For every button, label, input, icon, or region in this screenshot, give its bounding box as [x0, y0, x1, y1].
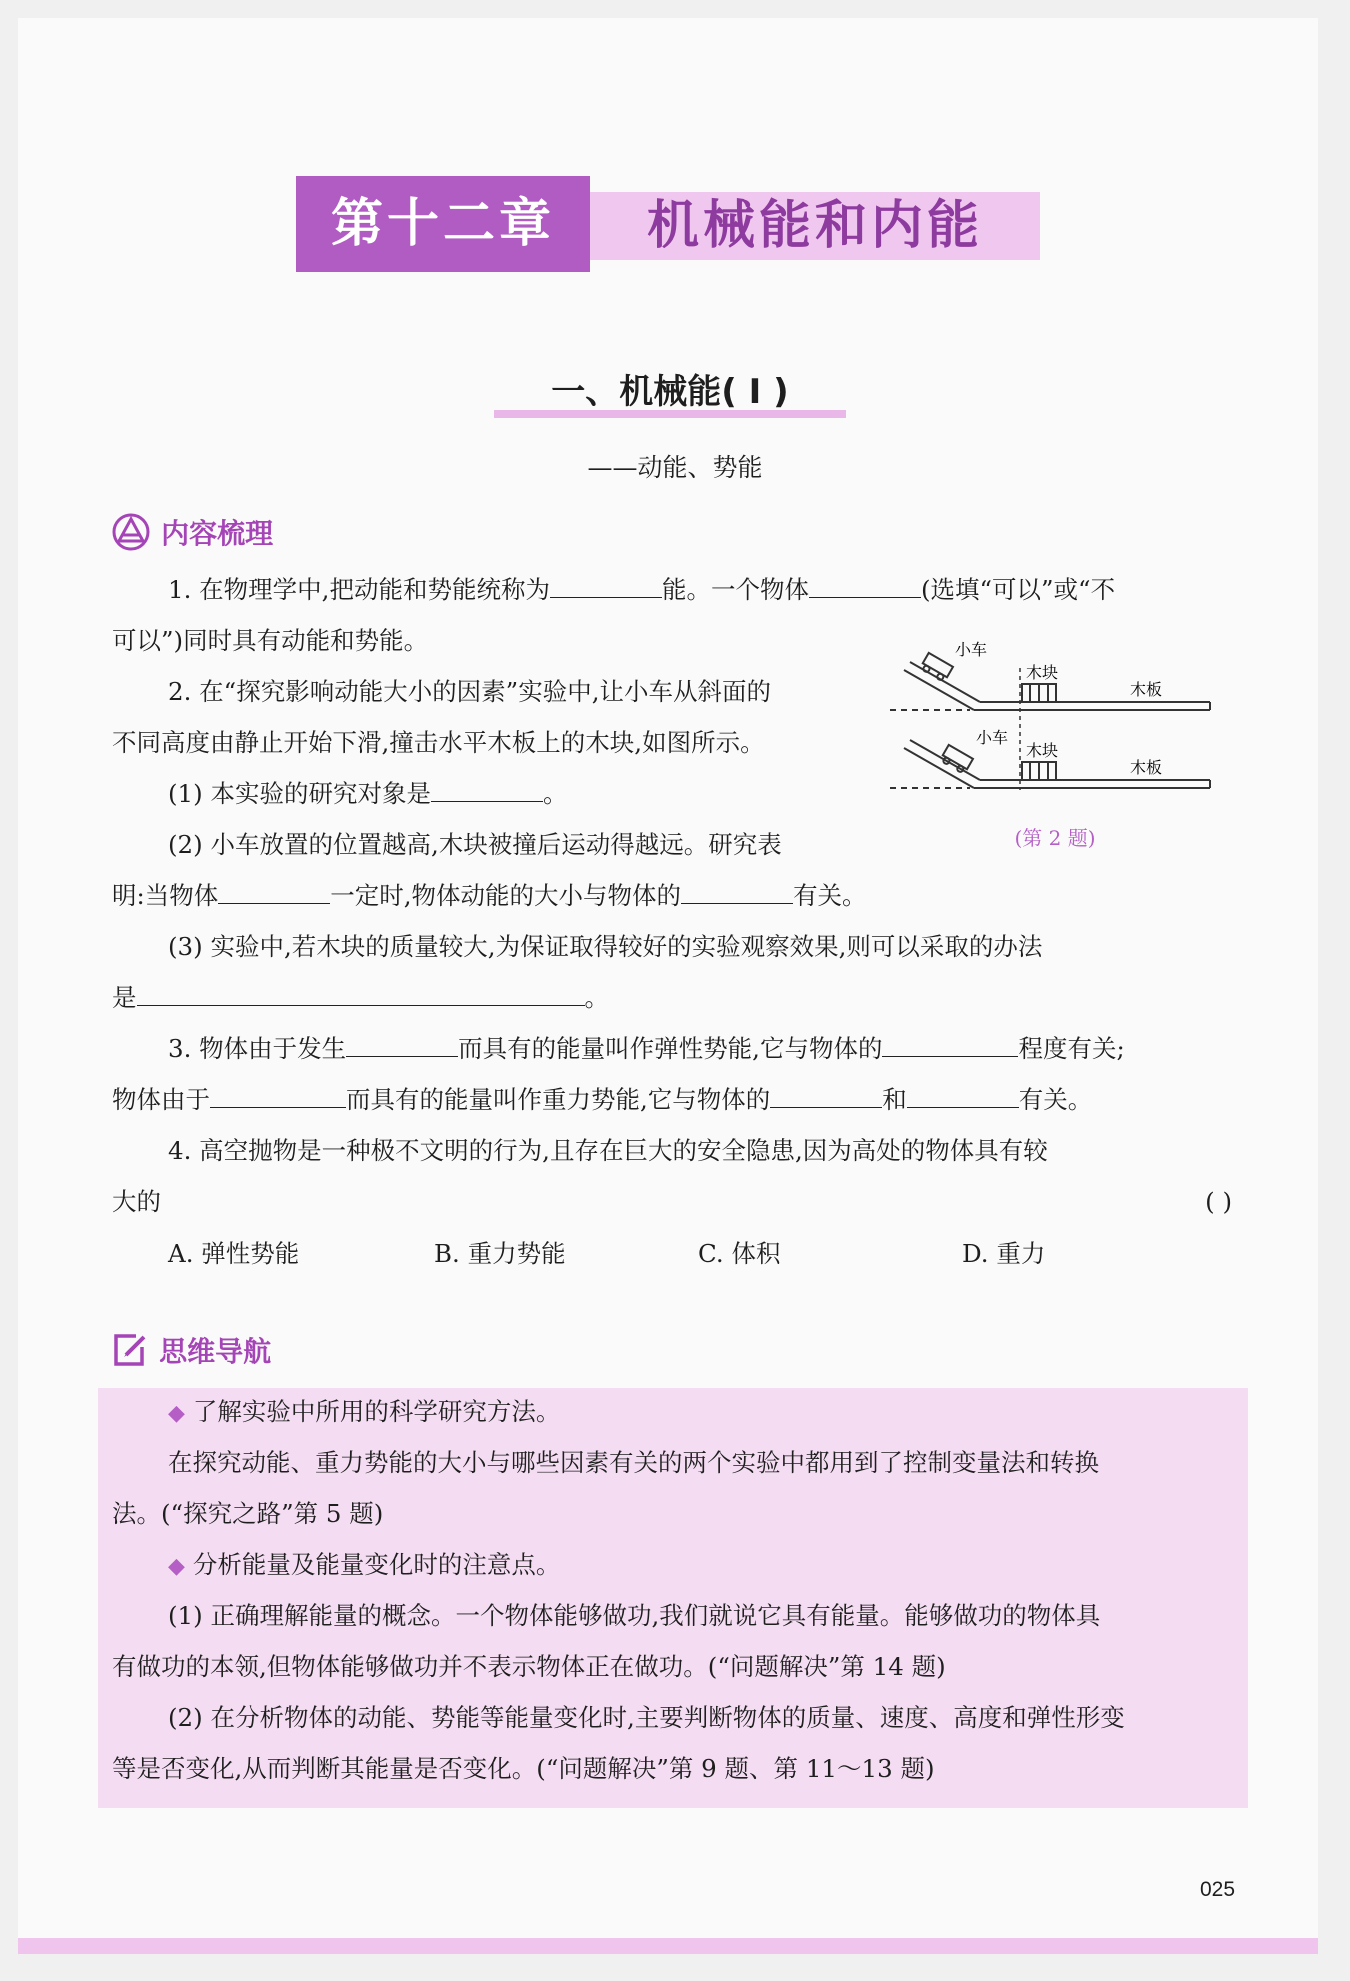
label-board-top: 木板 [1130, 680, 1163, 699]
content-heading-label: 内容梳理 [161, 517, 274, 550]
q4-text-b: 大的 [112, 1187, 161, 1216]
figure-caption: (第 2 题) [1014, 826, 1096, 850]
label-block-bottom: 木块 [1026, 741, 1059, 760]
footer-bar [18, 1938, 1318, 1954]
nav-bullet-2 [112, 1539, 1232, 1592]
option-a[interactable]: A. 弹性势能 [168, 1239, 300, 1268]
q3-blank-2[interactable] [882, 1034, 1018, 1057]
option-d[interactable]: D. 重力 [962, 1239, 1046, 1268]
question-2-line1: 2. 在“探究影响动能大小的因素”实验中,让小车从斜面的 [168, 677, 771, 706]
content-heading [112, 512, 273, 552]
nav-heading-label: 思维导航 [159, 1335, 272, 1368]
nav-heading [112, 1330, 271, 1370]
chapter-title: 机械能和内能 [590, 192, 1040, 260]
nav-text-3: (2) 在分析物体的动能、势能等能量变化时,主要判断物体的质量、速度、高度和弹性形变 [168, 1703, 1125, 1732]
diamond-icon: ◆ [168, 1554, 185, 1579]
nav-bullet-2-text: 分析能量及能量变化时的注意点。 [192, 1550, 561, 1579]
diamond-icon: ◆ [168, 1401, 185, 1426]
label-block-top: 木块 [1026, 663, 1059, 682]
q1-text-a: 1. 在物理学中,把动能和势能统称为 [168, 575, 550, 604]
q2-blank-1[interactable] [431, 779, 543, 802]
q3-text-b: 而具有的能量叫作弹性势能,它与物体的 [458, 1034, 883, 1063]
question-4: 4. 高空抛物是一种极不文明的行为,且存在巨大的安全隐患,因为高处的物体具有较 [168, 1136, 1048, 1165]
nav-text-2-cont: 有做功的本领,但物体能够做功并不表示物体正在做功。(“问题解决”第 14 题) [112, 1652, 946, 1681]
answer-paren[interactable]: ( ) [1205, 1187, 1232, 1216]
triangle-circle-icon [112, 513, 150, 551]
label-cart-top: 小车 [955, 640, 988, 659]
question-2-line2: 不同高度由静止开始下滑,撞击水平木板上的木块,如图所示。 [112, 728, 765, 757]
q3-text-d: 物体由于 [112, 1085, 210, 1114]
q3-blank-4[interactable] [770, 1085, 882, 1108]
q3-text-a: 3. 物体由于发生 [168, 1034, 347, 1063]
experiment-figure [890, 640, 1220, 800]
nav-text-1: 在探究动能、重力势能的大小与哪些因素有关的两个实验中都用到了控制变量法和转换 [168, 1448, 1099, 1477]
q1-blank-1[interactable] [550, 575, 662, 598]
question-4-cont [112, 1176, 1232, 1227]
label-cart-bottom: 小车 [976, 728, 1009, 747]
page-number: 025 [1200, 1878, 1236, 1901]
section-subtitle: ——动能、势能 [587, 453, 763, 482]
q1-text-c: (选填“可以”或“不 [920, 575, 1116, 604]
nav-text-1-cont: 法。(“探究之路”第 5 题) [112, 1499, 384, 1528]
edit-note-icon [112, 1333, 148, 1367]
q2-p2-text-d: 有关。 [793, 881, 867, 910]
chapter-number: 第十二章 [296, 176, 590, 272]
nav-text-2: (1) 正确理解能量的概念。一个物体能够做功,我们就说它具有能量。能够做功的物体具 [168, 1601, 1101, 1630]
q1-blank-2[interactable] [809, 575, 921, 598]
q2-blank-2[interactable] [218, 881, 330, 904]
section-title: 一、机械能( Ⅰ ) [551, 372, 789, 412]
q3-text-f: 和 [882, 1085, 907, 1114]
nav-text-3-cont: 等是否变化,从而判断其能量是否变化。(“问题解决”第 9 题、第 11～13 题) [112, 1754, 935, 1783]
question-3-cont [112, 1074, 1232, 1125]
question-2-part2-cont [112, 870, 1232, 921]
q1-text-b: 能。一个物体 [661, 575, 809, 604]
q2-p2-text-c: 一定时,物体动能的大小与物体的 [330, 881, 682, 910]
nav-bullet-1-text: 了解实验中所用的科学研究方法。 [192, 1397, 561, 1426]
q2-p3-end: 。 [584, 983, 609, 1012]
q3-text-c: 程度有关; [1018, 1034, 1125, 1063]
question-1-cont: 可以”)同时具有动能和势能。 [112, 626, 429, 655]
q2-p2-text-b: 明:当物体 [112, 881, 219, 910]
q2-p1-end: 。 [543, 779, 568, 808]
nav-bullet-1 [112, 1386, 1232, 1439]
question-2-part3-cont [112, 972, 1232, 1023]
option-c[interactable]: C. 体积 [698, 1239, 781, 1268]
q3-text-e: 而具有的能量叫作重力势能,它与物体的 [346, 1085, 771, 1114]
q3-blank-3[interactable] [210, 1085, 346, 1108]
q2-p3-text-b: 是 [112, 983, 137, 1012]
q3-blank-5[interactable] [907, 1085, 1019, 1108]
option-b[interactable]: B. 重力势能 [434, 1239, 566, 1268]
q2-blank-3[interactable] [681, 881, 793, 904]
question-2-part2: (2) 小车放置的位置越高,木块被撞后运动得越远。研究表 [168, 830, 782, 859]
question-1 [112, 564, 1232, 615]
q2-p1-text: (1) 本实验的研究对象是 [168, 779, 431, 808]
question-2-part3: (3) 实验中,若木块的质量较大,为保证取得较好的实验观察效果,则可以采取的办法 [168, 932, 1043, 961]
q3-text-g: 有关。 [1018, 1085, 1093, 1114]
q3-blank-1[interactable] [346, 1034, 458, 1057]
question-3 [112, 1023, 1232, 1074]
label-board-bottom: 木板 [1130, 758, 1163, 777]
q2-blank-4[interactable] [137, 983, 585, 1006]
